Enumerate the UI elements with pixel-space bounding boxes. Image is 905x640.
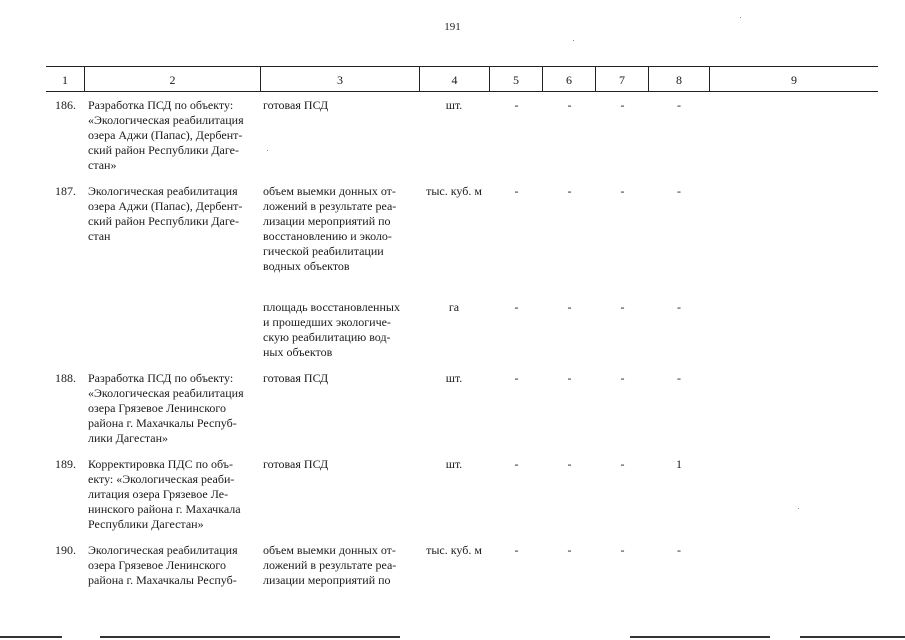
row-col8: 1	[676, 457, 682, 471]
column-header: 2	[169, 73, 176, 87]
desc-line: озера Грязевое Ленинского	[88, 558, 227, 572]
column-header: 1	[62, 73, 68, 87]
column-header: 7	[619, 73, 625, 87]
desc-line: озера Аджи (Папас), Дербент-	[88, 128, 243, 142]
indicator-line: готовая ПСД	[263, 98, 329, 112]
row-number: 187.	[55, 184, 76, 198]
page-number: 191	[444, 21, 461, 33]
scan-bottom-edge	[0, 636, 62, 638]
row-col7: -	[620, 457, 625, 471]
row-col7: -	[620, 98, 625, 112]
desc-line: района г. Махачкалы Респуб-	[88, 416, 237, 430]
row-unit: шт.	[445, 98, 463, 112]
row-col8: -	[677, 98, 681, 112]
indicator-line: водных объектов	[263, 259, 350, 273]
desc-line: «Экологическая реабилитация	[88, 386, 244, 400]
scan-speck	[267, 150, 268, 151]
indicator-line: объем выемки донных от-	[263, 543, 396, 557]
desc-line: района г. Махачкалы Респуб-	[88, 573, 237, 587]
indicator-line: готовая ПСД	[263, 371, 329, 385]
indicator-line: площадь восстановленных	[263, 300, 400, 314]
column-header: 9	[791, 73, 797, 87]
row-col7: -	[620, 184, 625, 198]
row-col6: -	[567, 98, 572, 112]
scan-speck	[798, 508, 799, 509]
row-description	[88, 543, 258, 588]
row-col6: -	[567, 457, 572, 471]
row-number: 186.	[55, 98, 76, 112]
indicator-line: лизации мероприятий по	[263, 214, 391, 228]
indicator-line: лизации мероприятий по	[263, 573, 391, 587]
row-col6: -	[567, 184, 572, 198]
row-indicator	[263, 184, 418, 274]
row-col5: -	[514, 300, 519, 314]
desc-line: ский район Республики Даге-	[88, 214, 239, 228]
indicator-line: ложений в результате реа-	[263, 199, 397, 213]
row-number: 190.	[55, 543, 76, 557]
row-unit: тыс. куб. м	[426, 543, 482, 557]
row-col6: -	[567, 300, 572, 314]
desc-line: озера Аджи (Папас), Дербент-	[88, 199, 243, 213]
indicator-line: ложений в результате реа-	[263, 558, 397, 572]
desc-line: екту: «Экологическая реаби-	[88, 472, 235, 486]
indicator-line: готовая ПСД	[263, 457, 329, 471]
row-number: 188.	[55, 371, 76, 385]
header-bottom-border	[46, 91, 878, 92]
row-number: 189.	[55, 457, 76, 471]
row-col7: -	[620, 371, 625, 385]
column-header: 3	[337, 73, 343, 87]
desc-line: Разработка ПСД по объекту:	[88, 371, 234, 385]
row-unit: шт.	[445, 371, 463, 385]
column-header: 5	[513, 73, 519, 87]
row-indicator	[263, 300, 418, 360]
indicator-line: скую реабилитацию вод-	[263, 330, 391, 344]
row-col8: -	[677, 371, 681, 385]
header-top-border	[46, 66, 878, 67]
scan-bottom-edge	[630, 636, 770, 638]
row-col5: -	[514, 184, 519, 198]
row-col5: -	[514, 98, 519, 112]
desc-line: озера Грязевое Ленинского	[88, 401, 227, 415]
row-unit: тыс. куб. м	[426, 184, 482, 198]
desc-line: нинского района г. Махачкала	[88, 502, 241, 516]
row-col5: -	[514, 371, 519, 385]
desc-line: литация озера Грязевое Ле-	[88, 487, 229, 501]
row-col6: -	[567, 543, 572, 557]
scan-speck	[573, 40, 574, 41]
indicator-line: гической реабилитации	[263, 244, 384, 258]
row-col8: -	[677, 543, 681, 557]
row-indicator	[263, 371, 418, 386]
row-description	[88, 371, 258, 446]
desc-line: лики Дагестан»	[88, 431, 169, 445]
desc-line: Корректировка ПДС по объ-	[88, 457, 233, 471]
row-col7: -	[620, 300, 625, 314]
row-description	[88, 457, 258, 532]
desc-line: ский район Республики Даге-	[88, 143, 239, 157]
desc-line: стан»	[88, 158, 117, 172]
indicator-line: объем выемки донных от-	[263, 184, 396, 198]
row-col7: -	[620, 543, 625, 557]
indicator-line: и прошедших экологиче-	[263, 315, 391, 329]
indicator-line: ных объектов	[263, 345, 333, 359]
scan-speck	[740, 17, 741, 18]
scan-bottom-edge	[100, 636, 400, 638]
column-header: 8	[676, 73, 682, 87]
row-col5: -	[514, 457, 519, 471]
indicator-line: восстановлению и эколо-	[263, 229, 392, 243]
desc-line: Экологическая реабилитация	[88, 543, 238, 557]
column-header: 4	[451, 73, 458, 87]
column-header: 6	[566, 73, 572, 87]
row-col6: -	[567, 371, 572, 385]
desc-line: Экологическая реабилитация	[88, 184, 238, 198]
row-col5: -	[514, 543, 519, 557]
desc-line: «Экологическая реабилитация	[88, 113, 244, 127]
desc-line: Республики Дагестан»	[88, 517, 204, 531]
row-indicator	[263, 457, 418, 472]
desc-line: стан	[88, 229, 111, 243]
row-indicator	[263, 543, 418, 588]
row-col8: -	[677, 300, 681, 314]
row-unit: шт.	[445, 457, 463, 471]
row-description	[88, 98, 258, 173]
scan-bottom-edge	[800, 636, 905, 638]
row-description	[88, 184, 258, 244]
row-col8: -	[677, 184, 681, 198]
row-indicator	[263, 98, 418, 113]
desc-line: Разработка ПСД по объекту:	[88, 98, 234, 112]
row-unit: га	[448, 300, 460, 314]
